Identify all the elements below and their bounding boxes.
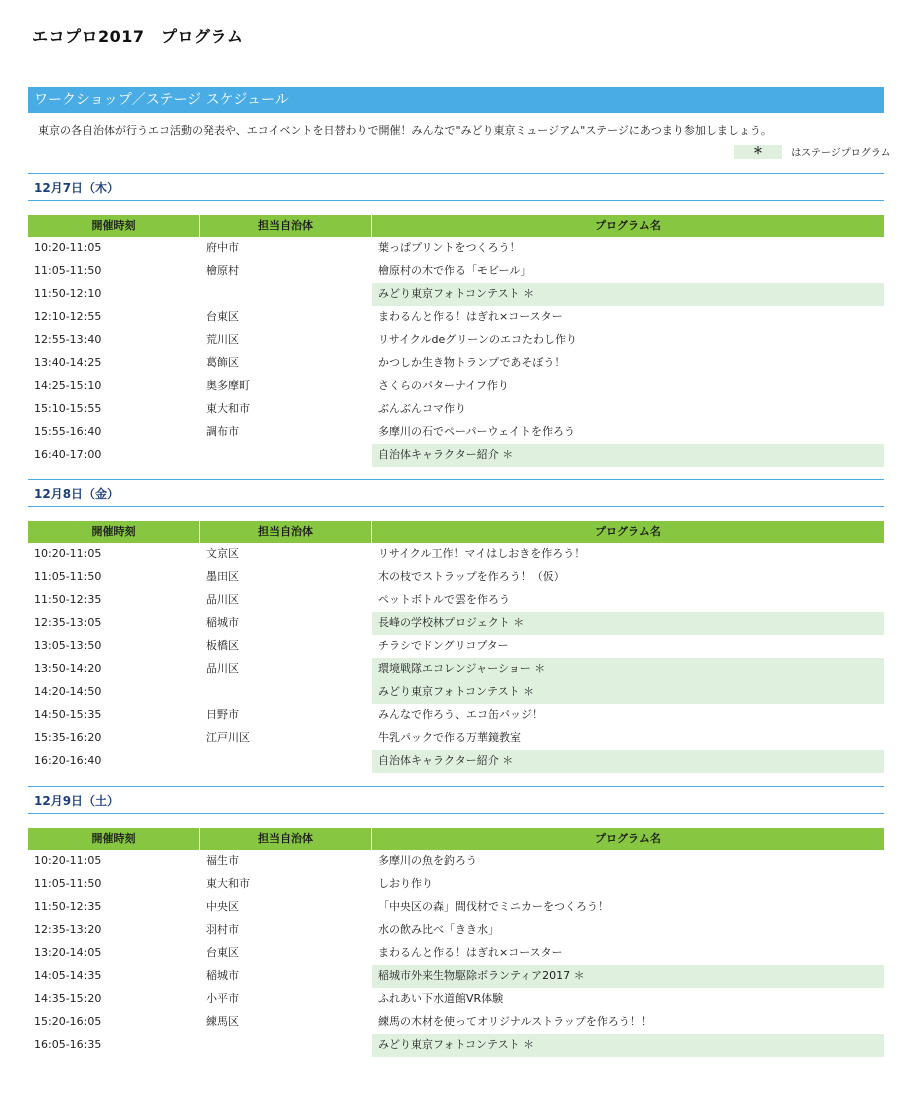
row-municipality: 福生市 [206, 854, 239, 867]
schedule-banner: ワークショップ／ステージ スケジュール [28, 87, 884, 113]
row-municipality: 台東区 [206, 310, 239, 323]
schedule-row [28, 873, 884, 896]
intro-text: 東京の各自治体が行うエコ活動の発表や、エコイベントを日替わりで開催！みんなで"みどり東京ミュージアム"ステージにあつまり参加しましょう。 [38, 124, 772, 137]
row-program: 木の枝でストラップを作ろう！（仮） [378, 570, 565, 583]
schedule-row [28, 421, 884, 444]
row-time: 16:05-16:35 [34, 1038, 102, 1051]
schedule-row [28, 589, 884, 612]
row-program: 自治体キャラクター紹介 ＊ [372, 444, 884, 467]
schedule-row [28, 965, 884, 988]
day-heading: 12月7日（木） [28, 173, 884, 201]
day-section [28, 173, 884, 467]
row-municipality: 葛飾区 [206, 356, 239, 369]
row-time: 12:35-13:05 [34, 616, 102, 629]
row-time: 16:40-17:00 [34, 448, 102, 461]
row-time: 10:20-11:05 [34, 854, 102, 867]
row-municipality: 板橋区 [206, 639, 239, 652]
legend-text: はステージプログラム [791, 148, 891, 159]
row-time: 13:40-14:25 [34, 356, 102, 369]
row-time: 11:50-12:10 [34, 287, 102, 300]
row-municipality: 品川区 [206, 593, 239, 606]
row-time: 16:20-16:40 [34, 754, 102, 767]
stage-legend [734, 144, 891, 160]
row-time: 14:35-15:20 [34, 992, 102, 1005]
schedule-row [28, 283, 884, 306]
row-municipality: 稲城市 [206, 969, 239, 982]
row-municipality: 品川区 [206, 662, 239, 675]
row-time: 13:05-13:50 [34, 639, 102, 652]
schedule-row [28, 398, 884, 421]
row-time: 15:20-16:05 [34, 1015, 102, 1028]
schedule-header-row [28, 521, 884, 543]
row-municipality: 練馬区 [206, 1015, 239, 1028]
row-municipality: 東大和市 [206, 402, 250, 415]
schedule-row [28, 681, 884, 704]
row-program: ペットボトルで雲を作ろう [378, 593, 510, 606]
row-municipality [200, 681, 371, 704]
row-time: 15:35-16:20 [34, 731, 102, 744]
schedule-row [28, 635, 884, 658]
row-time: 15:10-15:55 [34, 402, 102, 415]
row-municipality: 文京区 [206, 547, 239, 560]
row-time: 14:50-15:35 [34, 708, 102, 721]
header-time: 開催時刻 [28, 521, 199, 543]
schedule-row [28, 260, 884, 283]
row-time: 11:05-11:50 [34, 877, 102, 890]
row-time: 12:35-13:20 [34, 923, 102, 936]
row-time: 11:50-12:35 [34, 900, 102, 913]
row-municipality: 小平市 [206, 992, 239, 1005]
row-municipality [200, 750, 371, 773]
row-program: ふれあい下水道館VR体験 [378, 992, 504, 1005]
row-program: かつしか生き物トランプであそぼう！ [378, 356, 566, 369]
row-time: 14:25-15:10 [34, 379, 102, 392]
schedule-row [28, 375, 884, 398]
row-municipality: 荒川区 [206, 333, 239, 346]
row-program: みどり東京フォトコンテスト ＊ [372, 681, 884, 704]
row-program: 稲城市外来生物駆除ボランティア2017 ＊ [372, 965, 884, 988]
row-program: ぶんぶんコマ作り [378, 402, 466, 415]
legend-stage-swatch: ＊ [734, 145, 782, 159]
row-time: 13:20-14:05 [34, 946, 102, 959]
row-time: 10:20-11:05 [34, 547, 102, 560]
header-municipality: 担当自治体 [200, 828, 371, 850]
row-time: 10:20-11:05 [34, 241, 102, 254]
row-municipality [200, 1034, 371, 1057]
row-time: 14:20-14:50 [34, 685, 102, 698]
schedule-row [28, 704, 884, 727]
schedule-row [28, 237, 884, 260]
schedule-row [28, 988, 884, 1011]
schedule-row [28, 1011, 884, 1034]
schedule-header-row [28, 828, 884, 850]
row-program: まわるんと作る！はぎれ×コースター [378, 946, 563, 959]
row-municipality: 墨田区 [206, 570, 239, 583]
schedule-row [28, 750, 884, 773]
row-municipality [200, 283, 371, 306]
row-time: 15:55-16:40 [34, 425, 102, 438]
schedule-row [28, 612, 884, 635]
schedule-row [28, 543, 884, 566]
row-time: 13:50-14:20 [34, 662, 102, 675]
row-program: リサイクル工作！マイはしおきを作ろう！ [378, 547, 586, 560]
row-municipality [200, 444, 371, 467]
row-municipality: 檜原村 [206, 264, 239, 277]
schedule-row [28, 896, 884, 919]
row-program: さくらのバターナイフ作り [378, 379, 509, 392]
schedule-row [28, 329, 884, 352]
schedule-row [28, 658, 884, 681]
schedule-row [28, 919, 884, 942]
row-municipality: 稲城市 [206, 616, 239, 629]
row-program: まわるんと作る！はぎれ×コースター [378, 310, 563, 323]
row-municipality: 江戸川区 [206, 731, 250, 744]
row-program: 牛乳パックで作る万華鏡教室 [378, 731, 521, 744]
row-municipality: 羽村市 [206, 923, 239, 936]
row-program: みんなで作ろう、エコ缶バッジ！ [378, 708, 543, 721]
row-time: 11:05-11:50 [34, 264, 102, 277]
page-title: エコプロ2017 プログラム [32, 27, 244, 46]
schedule-header-row [28, 215, 884, 237]
schedule-row [28, 942, 884, 965]
schedule-row [28, 444, 884, 467]
row-program: 檜原村の木で作る「モビール」 [378, 264, 532, 277]
day-heading: 12月8日（金） [28, 479, 884, 507]
row-municipality: 奥多摩町 [206, 379, 250, 392]
schedule-row [28, 566, 884, 589]
row-municipality: 東大和市 [206, 877, 250, 890]
header-time: 開催時刻 [28, 828, 199, 850]
row-municipality: 中央区 [206, 900, 239, 913]
row-program: 自治体キャラクター紹介 ＊ [372, 750, 884, 773]
schedule-row [28, 306, 884, 329]
day-section [28, 786, 884, 1057]
row-program: 環境戦隊エコレンジャーショー ＊ [372, 658, 884, 681]
row-program: しおり作り [378, 877, 433, 890]
schedule-row [28, 352, 884, 375]
row-program: 「中央区の森」間伐材でミニカーをつくろう！ [378, 900, 609, 913]
header-municipality: 担当自治体 [200, 521, 371, 543]
header-time: 開催時刻 [28, 215, 199, 237]
schedule-row [28, 1034, 884, 1057]
row-program: みどり東京フォトコンテスト ＊ [372, 283, 884, 306]
schedule-row [28, 727, 884, 750]
row-municipality: 調布市 [206, 425, 239, 438]
row-program: 葉っぱプリントをつくろう！ [378, 241, 521, 254]
row-time: 12:10-12:55 [34, 310, 102, 323]
row-program: チラシでドングリコプター [378, 639, 509, 652]
header-program: プログラム名 [372, 215, 884, 237]
header-program: プログラム名 [372, 521, 884, 543]
row-time: 11:05-11:50 [34, 570, 102, 583]
day-section [28, 479, 884, 773]
row-time: 11:50-12:35 [34, 593, 102, 606]
row-program: 多摩川の石でペーパーウェイトを作ろう [378, 425, 576, 438]
row-municipality: 日野市 [206, 708, 239, 721]
row-program: 練馬の木材を使ってオリジナルストラップを作ろう！！ [378, 1015, 652, 1028]
row-program: みどり東京フォトコンテスト ＊ [372, 1034, 884, 1057]
row-program: 水の飲み比べ「きき水」 [378, 923, 499, 936]
row-municipality: 府中市 [206, 241, 239, 254]
schedule-row [28, 850, 884, 873]
header-municipality: 担当自治体 [200, 215, 371, 237]
row-time: 14:05-14:35 [34, 969, 102, 982]
row-program: リサイクルdeグリーンのエコたわし作り [378, 333, 577, 346]
header-program: プログラム名 [372, 828, 884, 850]
row-municipality: 台東区 [206, 946, 239, 959]
row-program: 長峰の学校林プロジェクト ＊ [372, 612, 884, 635]
row-program: 多摩川の魚を釣ろう [378, 854, 477, 867]
row-time: 12:55-13:40 [34, 333, 102, 346]
day-heading: 12月9日（土） [28, 786, 884, 814]
